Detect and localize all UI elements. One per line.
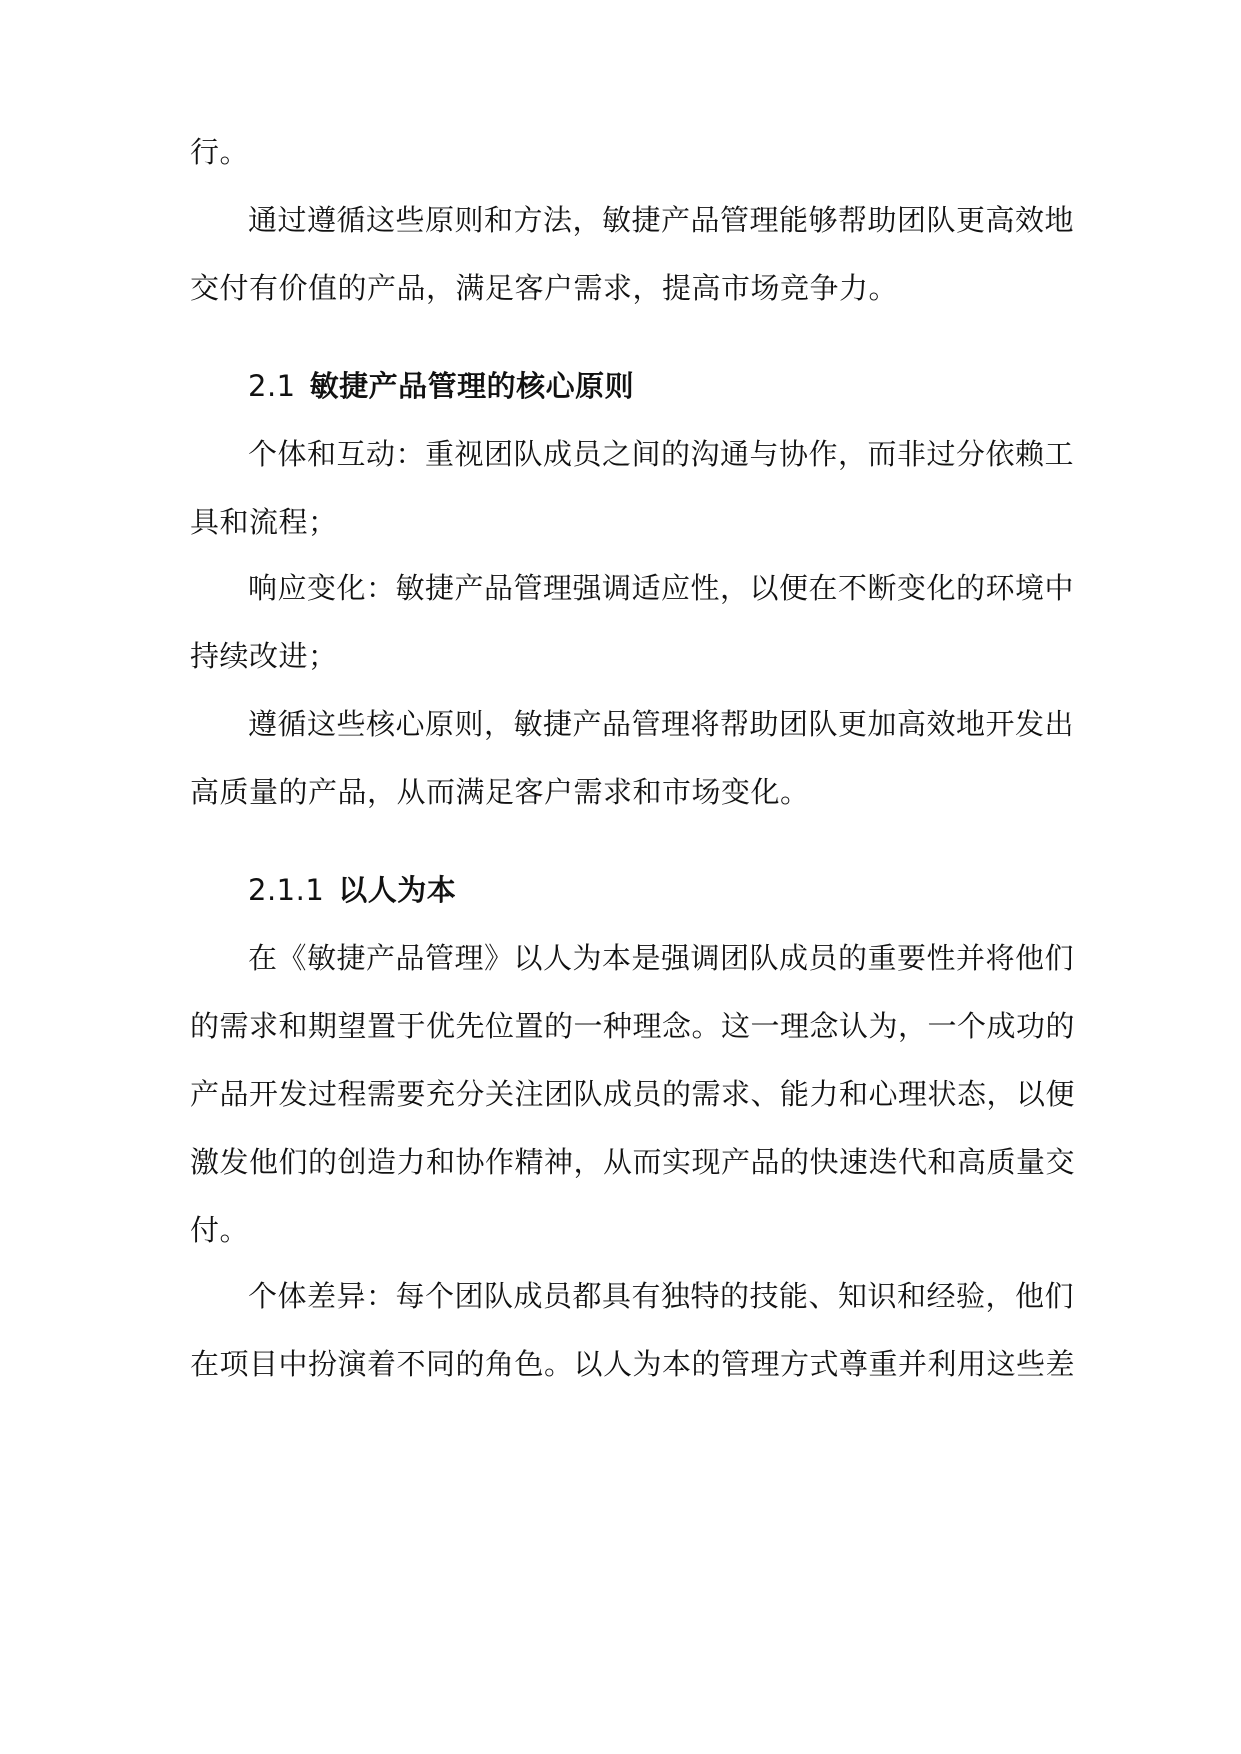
paragraph-line: 响应变化：敏捷产品管理强调适应性，以便在不断变化的环境中 bbox=[248, 571, 1075, 605]
paragraph-line: 高质量的产品，从而满足客户需求和市场变化。 bbox=[190, 775, 810, 809]
paragraph-line: 在项目中扮演着不同的角色。以人为本的管理方式尊重并利用这些差 bbox=[190, 1347, 1076, 1381]
paragraph-line: 通过遵循这些原则和方法，敏捷产品管理能够帮助团队更高效地 bbox=[248, 203, 1075, 237]
paragraph-line: 在《敏捷产品管理》以人为本是强调团队成员的重要性并将他们 bbox=[248, 941, 1075, 975]
section-number: 2.1.1 bbox=[248, 873, 325, 907]
section-title: 以人为本 bbox=[338, 873, 457, 907]
paragraph-line: 具和流程； bbox=[190, 505, 338, 539]
paragraph-line: 个体差异：每个团队成员都具有独特的技能、知识和经验，他们 bbox=[248, 1279, 1075, 1313]
paragraph-line: 遵循这些核心原则，敏捷产品管理将帮助团队更加高效地开发出 bbox=[248, 707, 1075, 741]
paragraph-line: 个体和互动：重视团队成员之间的沟通与协作，而非过分依赖工 bbox=[248, 437, 1075, 471]
section-heading-2-1-1 bbox=[248, 870, 1060, 910]
paragraph-line: 的需求和期望置于优先位置的一种理念。这一理念认为，一个成功的 bbox=[190, 1009, 1076, 1043]
paragraph-line: 持续改进； bbox=[190, 639, 338, 673]
paragraph-line: 交付有价值的产品，满足客户需求，提高市场竞争力。 bbox=[190, 271, 899, 305]
section-number: 2.1 bbox=[248, 369, 296, 403]
section-title: 敏捷产品管理的核心原则 bbox=[309, 369, 635, 403]
paragraph-line: 产品开发过程需要充分关注团队成员的需求、能力和心理状态，以便 bbox=[190, 1077, 1076, 1111]
paragraph-line: 付。 bbox=[190, 1213, 250, 1247]
paragraph-continuation: 行。 bbox=[190, 135, 250, 169]
section-heading-2-1 bbox=[248, 366, 1060, 406]
paragraph-line: 激发他们的创造力和协作精神，从而实现产品的快速迭代和高质量交 bbox=[190, 1145, 1076, 1179]
